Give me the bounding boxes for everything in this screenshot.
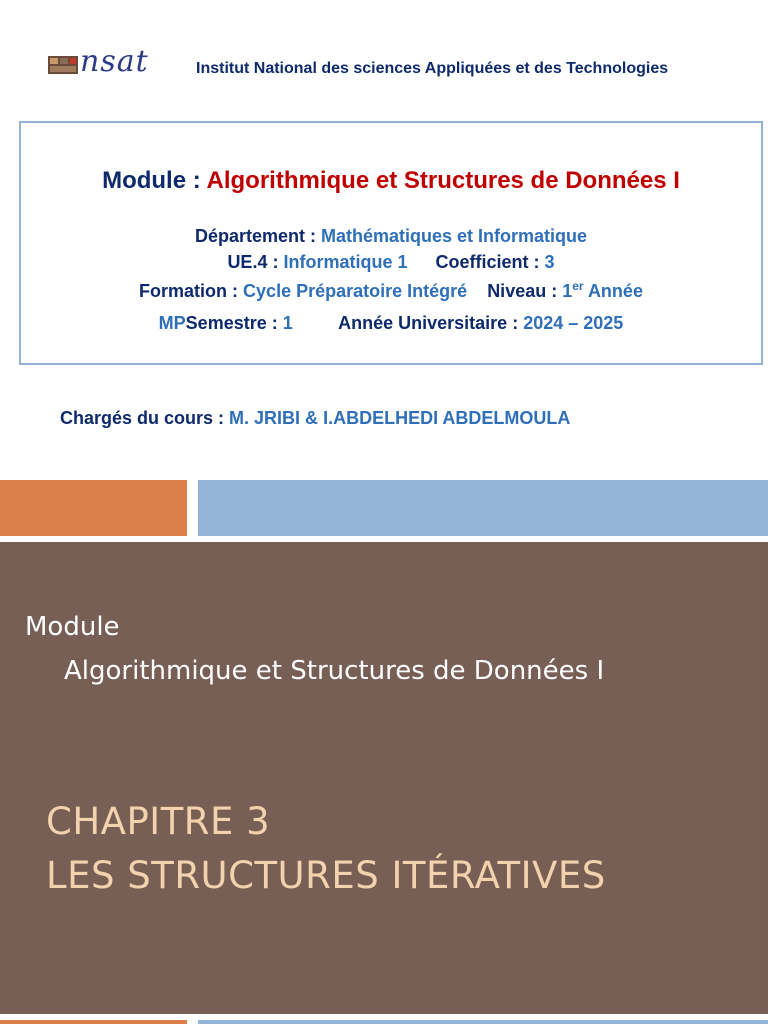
- coefficient-value: 3: [544, 252, 555, 272]
- module-label: Module :: [102, 167, 201, 194]
- semestre-label: Semestre :: [185, 313, 278, 333]
- insat-logo: [46, 44, 170, 80]
- niveau-label: Niveau :: [487, 281, 558, 301]
- header: [0, 44, 768, 88]
- semestre-line: [21, 313, 761, 334]
- module-title: [21, 167, 761, 195]
- panel-module-label: Module: [25, 612, 120, 642]
- module-info-box: [19, 121, 763, 365]
- chapter-number-text: CHAPITRE 3: [46, 800, 271, 843]
- chapter-title: [46, 854, 606, 897]
- niveau-superscript: er: [572, 279, 584, 293]
- bottom-blue-band: [198, 1020, 768, 1024]
- departement-value: Mathématiques et Informatique: [321, 226, 588, 246]
- instructors-label: Chargés du cours :: [60, 408, 225, 428]
- logo-text: nsat: [80, 44, 149, 79]
- niveau-number: 1: [562, 281, 573, 301]
- semestre-value: 1: [282, 313, 293, 333]
- formation-value: Cycle Préparatoire Intégré: [243, 281, 468, 301]
- bottom-orange-band: [0, 1020, 187, 1024]
- instructors-line: [60, 408, 570, 429]
- ue-value: Informatique 1: [283, 252, 408, 272]
- formation-label: Formation :: [139, 281, 239, 301]
- blue-accent-band: [198, 480, 768, 536]
- module-name: Algorithmique et Structures de Données I: [206, 167, 680, 194]
- niveau-text: Année: [587, 281, 643, 301]
- ue-line: [21, 252, 761, 273]
- chapter-number: [46, 800, 270, 843]
- coefficient-label: Coefficient :: [435, 252, 540, 272]
- title-panel: [0, 542, 768, 1014]
- departement-label: Département :: [194, 226, 316, 246]
- institute-name: Institut National des sciences Appliquées et des Technologies: [196, 60, 669, 77]
- ue-label: UE.4 :: [227, 252, 279, 272]
- annee-value: 2024 – 2025: [523, 313, 624, 333]
- orange-accent-band: [0, 480, 187, 536]
- instructors-names-1: M. JRIBI &: [229, 408, 319, 428]
- niveau-value: [562, 281, 643, 301]
- panel-module-name: Algorithmique et Structures de Données I: [64, 656, 605, 686]
- instructors-names-2: I.ABDELHEDI ABDELMOULA: [323, 408, 571, 428]
- departement-line: [21, 226, 761, 247]
- formation-line: [21, 279, 761, 302]
- chapter-title-text: LES STRUCTURES ITÉRATIVES: [46, 854, 606, 897]
- annee-label: Année Universitaire :: [338, 313, 519, 333]
- mp-label: MP: [158, 313, 186, 333]
